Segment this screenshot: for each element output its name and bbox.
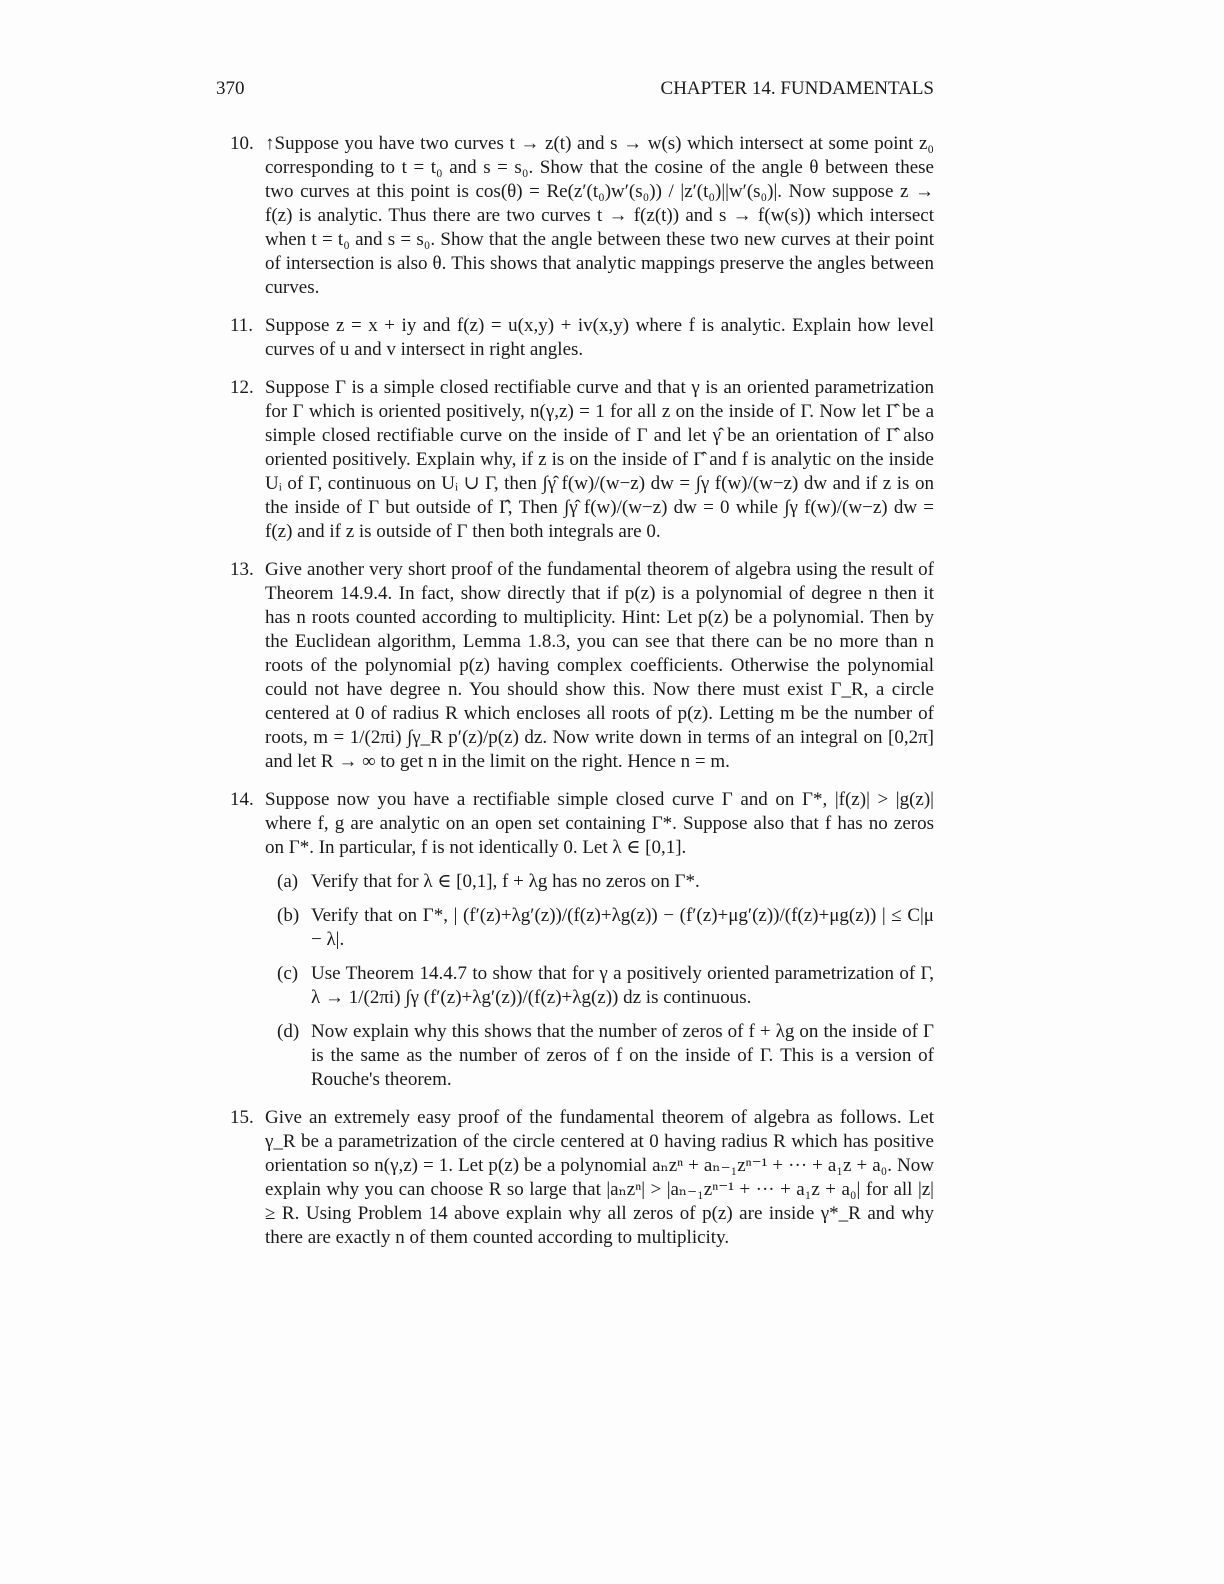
subpart-label: (c) xyxy=(277,963,299,984)
subpart-label: (b) xyxy=(277,905,300,926)
subpart-label: (a) xyxy=(277,871,299,892)
subpart-c xyxy=(277,962,934,1010)
subpart-d xyxy=(277,1020,934,1092)
problem-14 xyxy=(230,788,934,1092)
subpart-label: (d) xyxy=(277,1021,300,1042)
problem-12 xyxy=(230,376,934,544)
problem-text: Give an extremely easy proof of the fundamental theorem of algebra as follows. Let γ_R be a parametrization of the circle centered at 0 having radius R which has positive orientation so n(γ,z) = 1. Let p(z) be a polynomial aₙzⁿ + aₙ₋₁zⁿ⁻¹ + ··· + a₁z + a₀. Now explain why you can choose R so large that |aₙzⁿ| > |aₙ₋₁zⁿ⁻¹ + ··· + a₁z + a₀| for all |z| ≥ R. Using Problem 14 above explain why all zeros of p(z) are inside γ*_R and why there are exactly n of them counted according to multiplicity. xyxy=(265,1107,934,1248)
page-number: 370 xyxy=(216,78,245,99)
problem-number: 14. xyxy=(230,789,254,810)
problem-list xyxy=(230,132,934,1264)
problem-number: 13. xyxy=(230,559,254,580)
problem-number: 10. xyxy=(230,133,254,154)
subpart-text: Now explain why this shows that the number of zeros of f + λg on the inside of Γ is the same as the number of zeros of f on the inside of Γ. This is a version of Rouche's theorem. xyxy=(311,1021,934,1090)
problem-15 xyxy=(230,1106,934,1250)
problem-10 xyxy=(230,132,934,300)
problem-text: Suppose Γ is a simple closed rectifiable curve and that γ is an oriented parametrization for Γ which is oriented positively, n(γ,z) = 1 for all z on the inside of Γ. Now let Γ̂ be a simple closed rectifiable curve on the inside of Γ and let γ̂ be an orientation of Γ̂ also oriented positively. Explain why, if z is on the inside of Γ̂ and f is analytic on the inside Uᵢ of Γ, continuous on Uᵢ ∪ Γ, then ∫γ̂ f(w)/(w−z) dw = ∫γ f(w)/(w−z) dw and if z is on the inside of Γ but outside of Γ̂, Then ∫γ̂ f(w)/(w−z) dw = 0 while ∫γ f(w)/(w−z) dw = f(z) and if z is outside of Γ then both integrals are 0. xyxy=(265,377,934,542)
problem-number: 11. xyxy=(230,315,254,336)
subpart-text: Verify that on Γ*, | (f′(z)+λg′(z))/(f(z)+λg(z)) − (f′(z)+μg′(z))/(f(z)+μg(z)) | ≤ C|μ − λ|. xyxy=(311,905,934,950)
problem-number: 15. xyxy=(230,1107,254,1128)
problem-11 xyxy=(230,314,934,362)
subpart-b xyxy=(277,904,934,952)
problem-number: 12. xyxy=(230,377,254,398)
problem-text: ↑Suppose you have two curves t → z(t) and s → w(s) which intersect at some point z₀ corresponding to t = t₀ and s = s₀. Show that the cosine of the angle θ between these two curves at this point is cos(θ) = Re(z′(t₀)w′(s₀)) / |z′(t₀)||w′(s₀)|. Now suppose z → f(z) is analytic. Thus there are two curves t → f(z(t)) and s → f(w(s)) which intersect when t = t₀ and s = s₀. Show that the angle between these two new curves at their point of intersection is also θ. This shows that analytic mappings preserve the angles between curves. xyxy=(265,133,934,298)
problem-text: Suppose z = x + iy and f(z) = u(x,y) + iv(x,y) where f is analytic. Explain how level curves of u and v intersect in right angles. xyxy=(265,315,934,360)
running-header: CHAPTER 14. FUNDAMENTALS xyxy=(660,78,934,99)
subpart-a xyxy=(277,870,934,894)
subpart-text: Use Theorem 14.4.7 to show that for γ a positively oriented parametrization of Γ, λ → 1/(2πi) ∫γ (f′(z)+λg′(z))/(f(z)+λg(z)) dz is continuous. xyxy=(311,963,934,1008)
problem-text: Suppose now you have a rectifiable simple closed curve Γ and on Γ*, |f(z)| > |g(z)| where f, g are analytic on an open set containing Γ*. Suppose also that f has no zeros on Γ*. In particular, f is not identically 0. Let λ ∈ [0,1]. xyxy=(265,789,934,858)
problem-13 xyxy=(230,558,934,774)
problem-text: Give another very short proof of the fundamental theorem of algebra using the result of Theorem 14.9.4. In fact, show directly that if p(z) is a polynomial of degree n then it has n roots counted according to multiplicity. Hint: Let p(z) be a polynomial. Then by the Euclidean algorithm, Lemma 1.8.3, you can see that there can be no more than n roots of the polynomial p(z) having complex coefficients. Otherwise the polynomial could not have degree n. You should show this. Now there must exist Γ_R, a circle centered at 0 of radius R which encloses all roots of p(z). Letting m be the number of roots, m = 1/(2πi) ∫γ_R p′(z)/p(z) dz. Now write down in terms of an integral on [0,2π] and let R → ∞ to get n in the limit on the right. Hence n = m. xyxy=(265,559,934,772)
subpart-text: Verify that for λ ∈ [0,1], f + λg has no zeros on Γ*. xyxy=(311,871,700,892)
